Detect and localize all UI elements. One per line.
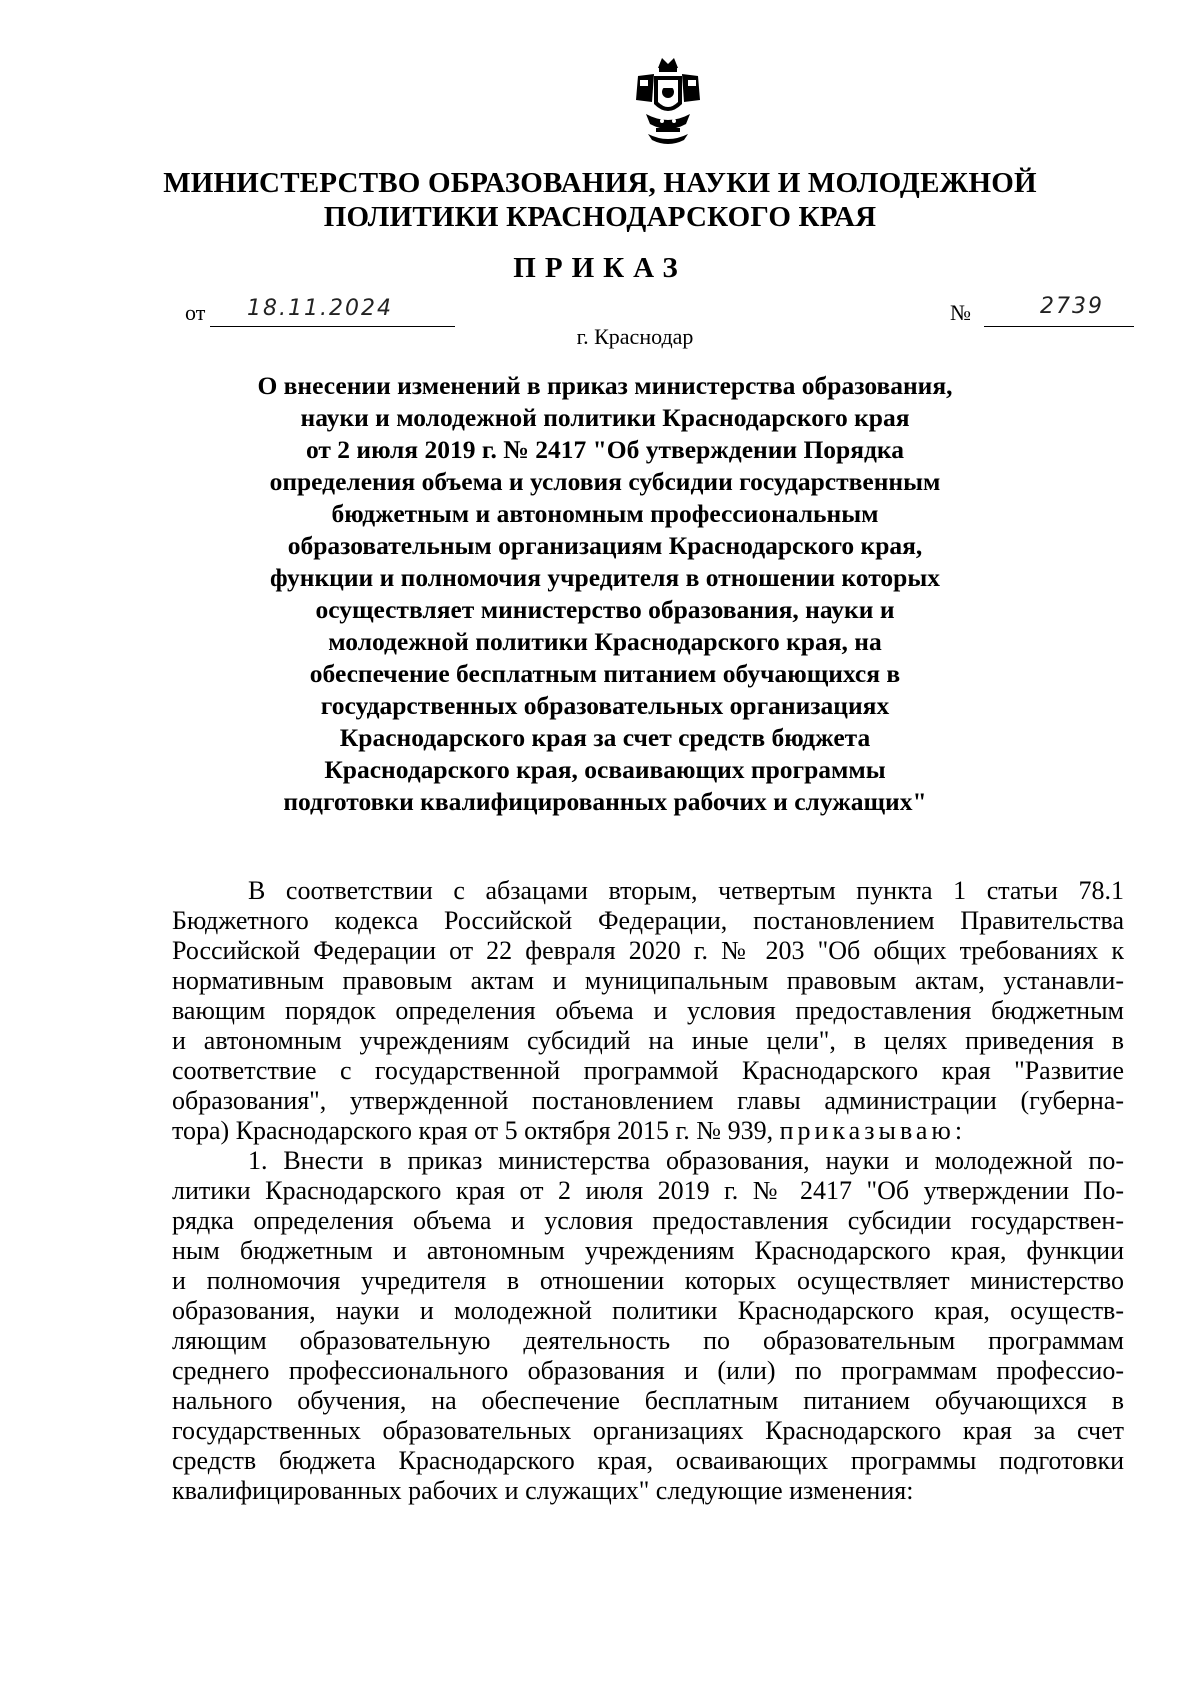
body-text-line [172, 1116, 1124, 1146]
handwritten-number: 2739 [1040, 294, 1104, 319]
subject-line: осуществляет министерство образования, науки и [315, 595, 895, 624]
body-text-line: нормативным правовым актам и муниципальным правовым актам, устанавли- [172, 966, 1124, 995]
subject-line: государственных образовательных организациях [320, 691, 890, 720]
body-text-line: ным бюджетным и автономным учреждениям Краснодарского края, функции [172, 1236, 1124, 1265]
subject-line: бюджетным и автономным профессиональным [331, 499, 879, 528]
body-text-line: литики Краснодарского края от 2 июля 2019 г. № 2417 "Об утверждении По- [172, 1176, 1124, 1205]
body-text-line: В соответствии с абзацами вторым, четвертым пункта 1 статьи 78.1 [248, 876, 1124, 905]
subject-line: подготовки квалифицированных рабочих и служащих" [283, 787, 927, 816]
subject-line: определения объема и условия субсидии государственным [269, 467, 941, 496]
body-text-line: государственных образовательных организациях Краснодарского края за счет [172, 1416, 1124, 1445]
body-text-line: Бюджетного кодекса Российской Федерации, постановлением Правительства [172, 906, 1124, 935]
body-text-line: образования", утвержденной постановлением главы администрации (губерна- [172, 1086, 1124, 1115]
body-text-line: нального обучения, на обеспечение бесплатным питанием обучающихся в [172, 1386, 1124, 1415]
body-text-line: соответствие с государственной программой Краснодарского края "Развитие [172, 1056, 1124, 1085]
subject-line: функции и полномочия учредителя в отношении которых [270, 563, 940, 592]
body-text-line: и автономным учреждениям субсидий на иные цели", в целях приведения в [172, 1026, 1124, 1055]
body-text-line: 1. Внести в приказ министерства образования, науки и молодежной по- [248, 1146, 1124, 1175]
body-text-line: Российской Федерации от 22 февраля 2020 г. № 203 "Об общих требованиях к [172, 936, 1124, 965]
number-label: № [950, 300, 971, 325]
document-type-title: ПРИКАЗ [513, 252, 687, 284]
body-text-segment: тора) Краснодарского края от 5 октября 2015 г. № 939, [172, 1116, 774, 1145]
ministry-name-line-2: ПОЛИТИКИ КРАСНОДАРСКОГО КРАЯ [323, 201, 877, 233]
subject-line: образовательным организациям Краснодарского края, [287, 531, 923, 560]
subject-line: от 2 июля 2019 г. № 2417 "Об утверждении Порядка [305, 435, 904, 464]
order-verb: приказываю: [779, 1116, 967, 1145]
coat-of-arms-emblem [632, 54, 704, 148]
subject-line: молодежной политики Краснодарского края, на [328, 627, 882, 656]
body-text-line: вающим порядок определения объема и условия предоставления бюджетным [172, 996, 1124, 1025]
body-text-line: рядка определения объема и условия предоставления субсидии государствен- [172, 1206, 1124, 1235]
subject-line: Краснодарского края, осваивающих программы [324, 755, 886, 784]
body-text-line: квалифицированных рабочих и служащих" следующие изменения: [172, 1476, 914, 1505]
body-text-line: образования, науки и молодежной политики Краснодарского края, осуществ- [172, 1296, 1124, 1325]
body-text-line: и полномочия учредителя в отношении которых осуществляет министерство [172, 1266, 1124, 1295]
subject-line: обеспечение бесплатным питанием обучающихся в [309, 659, 901, 688]
date-label: от [185, 300, 206, 325]
ministry-name-line-1: МИНИСТЕРСТВО ОБРАЗОВАНИЯ, НАУКИ И МОЛОДЕЖНОЙ [163, 167, 1037, 199]
handwritten-date: 18.11.2024 [247, 296, 393, 321]
subject-line: Краснодарского края за счет средств бюджета [339, 723, 871, 752]
subject-line: О внесении изменений в приказ министерства образования, [257, 371, 953, 400]
body-text-line: ляющим образовательную деятельность по образовательным программам [172, 1326, 1124, 1355]
body-text-line: средств бюджета Краснодарского края, осваивающих программы подготовки [172, 1446, 1124, 1475]
subject-line: науки и молодежной политики Краснодарского края [300, 403, 910, 432]
body-text-line: среднего профессионального образования и (или) по программам профессио- [172, 1356, 1124, 1385]
city-name: г. Краснодар [576, 324, 694, 349]
